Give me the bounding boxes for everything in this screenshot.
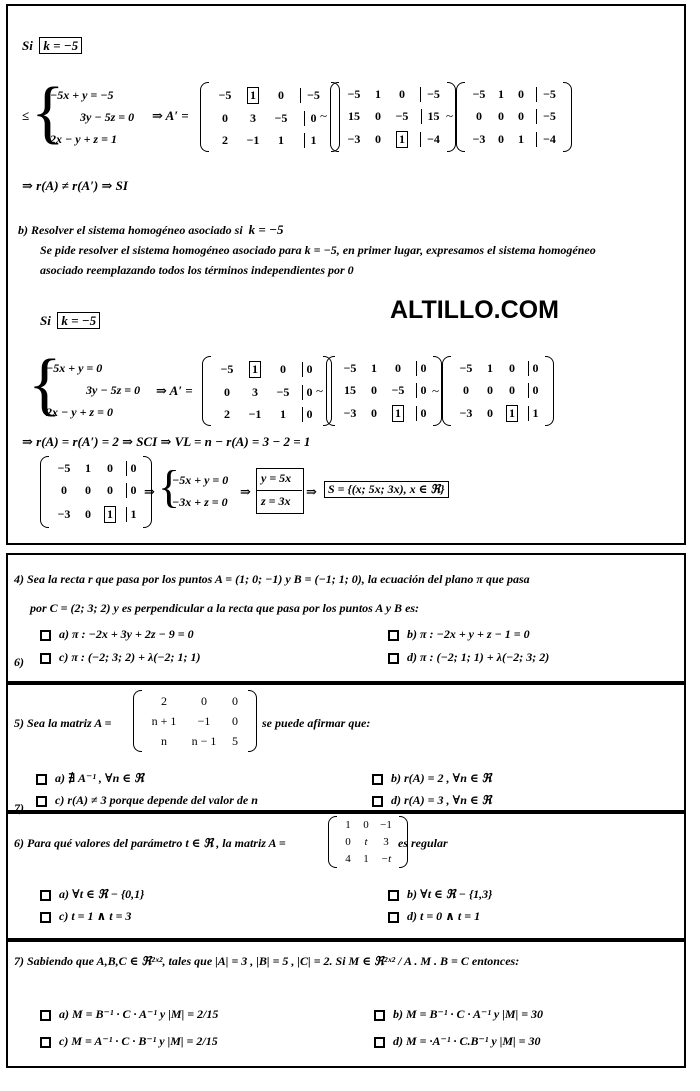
tilde-2: ~ (446, 108, 454, 123)
part-b-title: b) Resolver el sistema homogéneo asociado si k = −5 (18, 222, 284, 237)
system1-eq3: 2x − y + z = 1 (50, 132, 117, 146)
rank-line-2: ⇒ r(A) = r(A′) = 2 ⇒ SCI ⇒ VL = n − r(A) = 3 − 2 = 1 (22, 434, 311, 449)
system2-eq3: 2x − y + z = 0 (46, 405, 113, 419)
checkbox-icon[interactable] (40, 912, 51, 923)
q4-text-2: por C = (2; 3; 2) y es perpendicular a la recta que pasa por los puntos A y B es: (30, 601, 420, 615)
part-b-text-2: asociado reemplazando todos los términos independientes por 0 (40, 263, 354, 277)
checkbox-icon[interactable] (374, 1010, 385, 1021)
matrix-aprime-2: −5 1 0 0 0 3 −5 0 2 −1 1 0 (202, 356, 332, 426)
q5-option-a[interactable]: a) ∄ A⁻¹ , ∀n ∈ ℜ (36, 771, 144, 786)
implies-c: ⇒ (306, 484, 317, 499)
q7-option-b[interactable]: b) M = B⁻¹ · C · A⁻¹ y |M| = 30 (374, 1007, 543, 1022)
q5-text-pre: 5) Sea la matriz A = (14, 716, 112, 730)
q4-option-c[interactable]: c) π : (−2; 3; 2) + λ(−2; 1; 1) (40, 650, 201, 665)
implies-a: ⇒ (144, 484, 155, 499)
matrix-3: −5 1 0 0 0 0 0 0 −3 0 1 1 (40, 456, 152, 528)
q4-option-b[interactable]: b) π : −2x + y + z − 1 = 0 (388, 627, 530, 642)
checkbox-icon[interactable] (40, 890, 51, 901)
system1-eq2: 3y − 5z = 0 (80, 110, 135, 124)
si-label-2: Si k = −5 (40, 313, 100, 329)
checkbox-icon[interactable] (40, 1037, 51, 1048)
checkbox-icon[interactable] (40, 630, 51, 641)
matrix-1c: −5 1 0 −5 0 0 0 −5 −3 0 1 −4 (456, 82, 572, 152)
checkbox-icon[interactable] (36, 796, 47, 807)
result-divider (256, 490, 302, 491)
checkbox-icon[interactable] (40, 1010, 51, 1021)
q5-side-number: 7) (14, 801, 24, 815)
implies-aprime-2: ⇒ A′ = (156, 383, 193, 398)
brace-2: { (28, 346, 62, 423)
part-b-text-1: Se pide resolver el sistema homogéneo asociado para k = −5, en primer lugar, expresamos el sistema homogéneo (40, 243, 596, 257)
system1-eq1: −5x + y = −5 (50, 88, 114, 102)
q5-option-c[interactable]: c) r(A) ≠ 3 porque depende del valor de n (36, 793, 258, 808)
result-y: y = 5x (261, 471, 292, 485)
q4-text-1: 4) Sea la recta r que pasa por los puntos A = (1; 0; −1) y B = (−1; 1; 0), la ecuación del plano π que pasa (14, 572, 530, 586)
matrix-aprime-1: −5 1 0 −5 0 3 −5 0 2 −1 1 1 (200, 82, 340, 152)
tilde-1: ~ (320, 108, 328, 123)
q6-option-d[interactable]: d) t = 0 ∧ t = 1 (388, 909, 480, 924)
checkbox-icon[interactable] (388, 890, 399, 901)
tilde-4: ~ (432, 383, 440, 398)
system2-eq2: 3y − 5z = 0 (86, 383, 141, 397)
matrix-1b: −5 1 0 −5 15 0 −5 15 −3 0 1 −4 (330, 82, 456, 152)
q6-text-post: es regular (398, 836, 448, 850)
q4-option-d[interactable]: d) π : (−2; 1; 1) + λ(−2; 3; 2) (388, 650, 549, 665)
leq-symbol: ≤ (22, 108, 30, 123)
q6-matrix: 1 0 −1 0 t 3 4 1 −t (328, 816, 408, 868)
q7-option-c[interactable]: c) M = A⁻¹ · C · B⁻¹ y |M| = 2/15 (40, 1034, 218, 1049)
matrix-2b: −5 1 0 0 15 0 −5 0 −3 0 1 0 (326, 356, 442, 426)
q5-text-post: se puede afirmar que: (262, 716, 371, 730)
tilde-3: ~ (316, 383, 324, 398)
q6-option-b[interactable]: b) ∀t ∈ ℜ − {1,3} (388, 887, 492, 902)
implies-b: ⇒ (240, 484, 251, 499)
checkbox-icon[interactable] (388, 912, 399, 923)
system2-eq1: −5x + y = 0 (46, 361, 103, 375)
q7-option-a[interactable]: a) M = B⁻¹ · C · A⁻¹ y |M| = 2/15 (40, 1007, 218, 1022)
q5-matrix: 2 0 0 n + 1 −1 0 n n − 1 5 (133, 690, 257, 752)
matrix-2c: −5 1 0 0 0 0 0 0 −3 0 1 1 (442, 356, 554, 426)
watermark: ALTILLO.COM (390, 296, 559, 324)
q5-option-d[interactable]: d) r(A) = 3 , ∀n ∈ ℜ (372, 793, 492, 808)
checkbox-icon[interactable] (372, 774, 383, 785)
q4-side-number: 6) (14, 655, 24, 669)
q6-option-c[interactable]: c) t = 1 ∧ t = 3 (40, 909, 131, 924)
implies-aprime-1: ⇒ A′ = (152, 108, 189, 123)
checkbox-icon[interactable] (388, 653, 399, 664)
checkbox-icon[interactable] (36, 774, 47, 785)
solution-set: S = {(x; 5x; 3x), x ∈ ℜ} (324, 481, 449, 498)
brace-3: { (158, 461, 181, 512)
checkbox-icon[interactable] (40, 653, 51, 664)
q5-option-b[interactable]: b) r(A) = 2 , ∀n ∈ ℜ (372, 771, 492, 786)
checkbox-icon[interactable] (372, 796, 383, 807)
q4-option-a[interactable]: a) π : −2x + 3y + 2z − 9 = 0 (40, 627, 194, 642)
checkbox-icon[interactable] (388, 630, 399, 641)
si-label: Si k = −5 (22, 38, 82, 54)
brace-1: { (31, 74, 65, 151)
result-z: z = 3x (261, 494, 291, 508)
reduced-eq2: −3x + z = 0 (172, 495, 228, 509)
q6-option-a[interactable]: a) ∀t ∈ ℜ − {0,1} (40, 887, 144, 902)
q7-option-d[interactable]: d) M = ·A⁻¹ · C.B⁻¹ y |M| = 30 (374, 1034, 541, 1049)
q7-text: 7) Sabiendo que A,B,C ∈ ℜ²ˣ², tales que |A| = 3 , |B| = 5 , |C| = 2. Si M ∈ ℜ²ˣ² / A . M . B = C entonces: (14, 954, 520, 968)
k-value-box: k = −5 (39, 37, 82, 54)
rank-line-1: ⇒ r(A) ≠ r(A′) ⇒ SI (22, 178, 128, 193)
reduced-eq1: −5x + y = 0 (172, 473, 229, 487)
checkbox-icon[interactable] (374, 1037, 385, 1048)
q6-text-pre: 6) Para qué valores del parámetro t ∈ ℜ , la matriz A = (14, 836, 286, 850)
